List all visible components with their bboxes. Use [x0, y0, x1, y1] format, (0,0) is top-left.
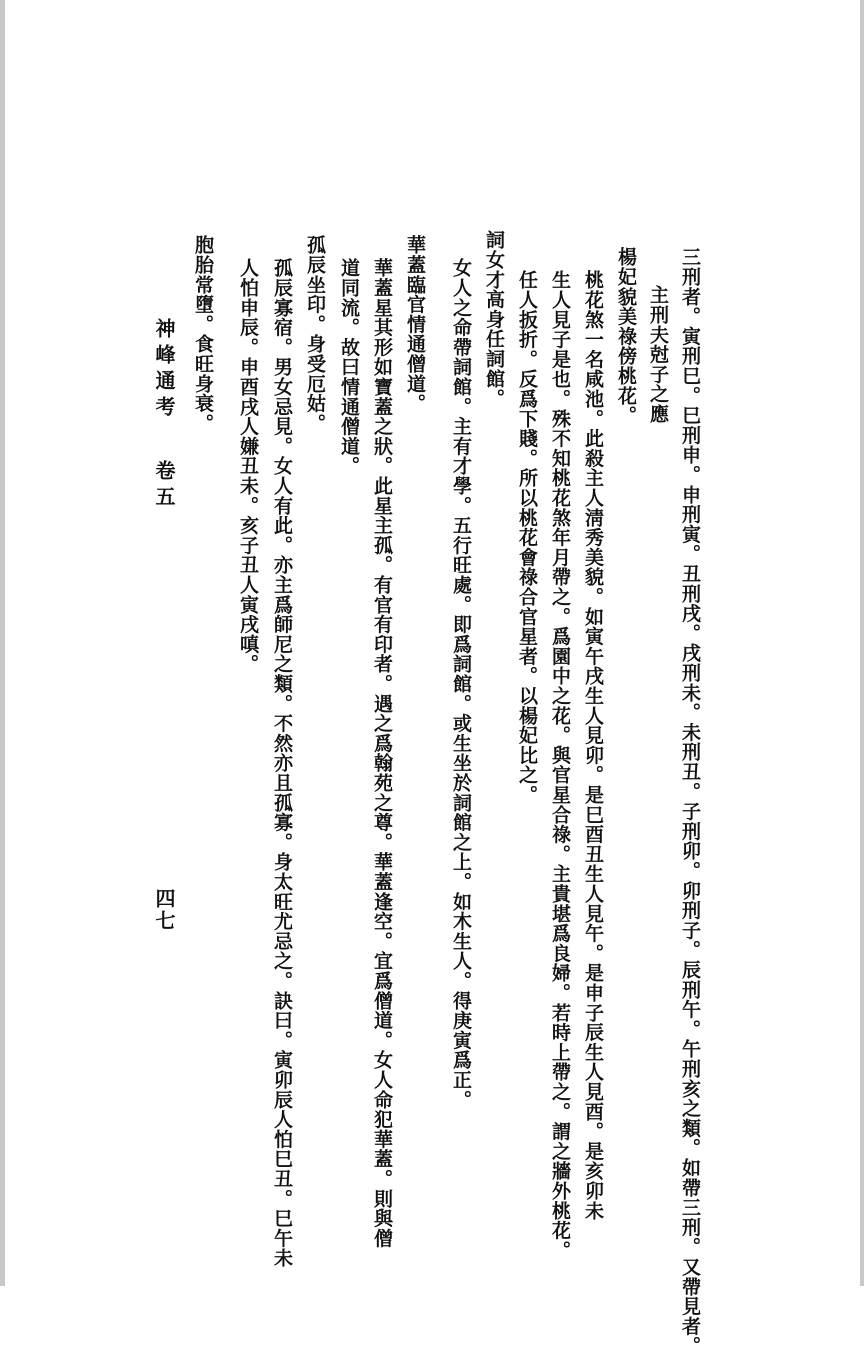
text-column-3: 楊妃貌美祿傍桃花。	[615, 247, 637, 426]
text-column-9: 華蓋臨官情通僧道。	[404, 235, 426, 414]
book-page	[5, 0, 860, 1356]
text-column-1: 三刑者。寅刑巳。巳刑申。申刑寅。丑刑戌。戌刑未。未刑丑。子刑卯。卯刑子。辰刑午。午刑亥之類。如帶三刑。又帶見者。	[679, 247, 701, 1356]
volume-label: 卷五	[152, 460, 176, 512]
page-number: 四七	[152, 888, 176, 932]
text-column-15: 胞胎常墮。食旺身衰。	[192, 235, 214, 433]
text-column-2: 主刑夫尅子之應	[647, 285, 669, 424]
text-column-12: 孤辰坐印。身受厄姑。	[304, 235, 326, 433]
page-frame-right	[860, 0, 864, 1286]
text-column-14: 人怕申辰。申酉戌人嫌丑未。亥子丑人寅戌嗔。	[237, 258, 259, 674]
text-column-10: 華蓋星其形如寶蓋之狀。此星主孤。有官有印者。遇之爲翰苑之尊。華蓋逢空。宜爲僧道。女人命犯華蓋。則與僧	[371, 258, 393, 1248]
text-column-6: 任人扳折。反爲下賤。所以桃花會祿合官星者。以楊妃比之。	[516, 270, 538, 805]
text-column-13: 孤辰寡宿。男女忌見。女人有此。亦主爲師尼之類。不然亦且孤寡。身太旺尤忌之。訣曰。寅卯辰人怕巳丑。巳午未	[271, 258, 293, 1268]
text-column-7: 詞女才高身任詞館。	[483, 230, 505, 409]
text-column-5: 生人見子是也。殊不知桃花煞年月帶之。爲園中之花。與官星合祿。主貴堪爲良婦。若時上帶之。謂之牆外桃花。	[549, 270, 571, 1260]
text-column-4: 桃花煞一名咸池。此殺主人淸秀美貌。如寅午戌生人見卯。是巳酉丑生人見午。是申子辰生人見酉。是亥卯未	[582, 270, 604, 1221]
book-title: 神峰通考	[152, 318, 176, 422]
text-column-8: 女人之命帶詞館。主有才學。五行旺處。即爲詞館。或生坐於詞館之上。如木生人。得庚寅爲正。	[450, 258, 472, 1110]
text-column-11: 道同流。故曰情通僧道。	[338, 258, 360, 476]
